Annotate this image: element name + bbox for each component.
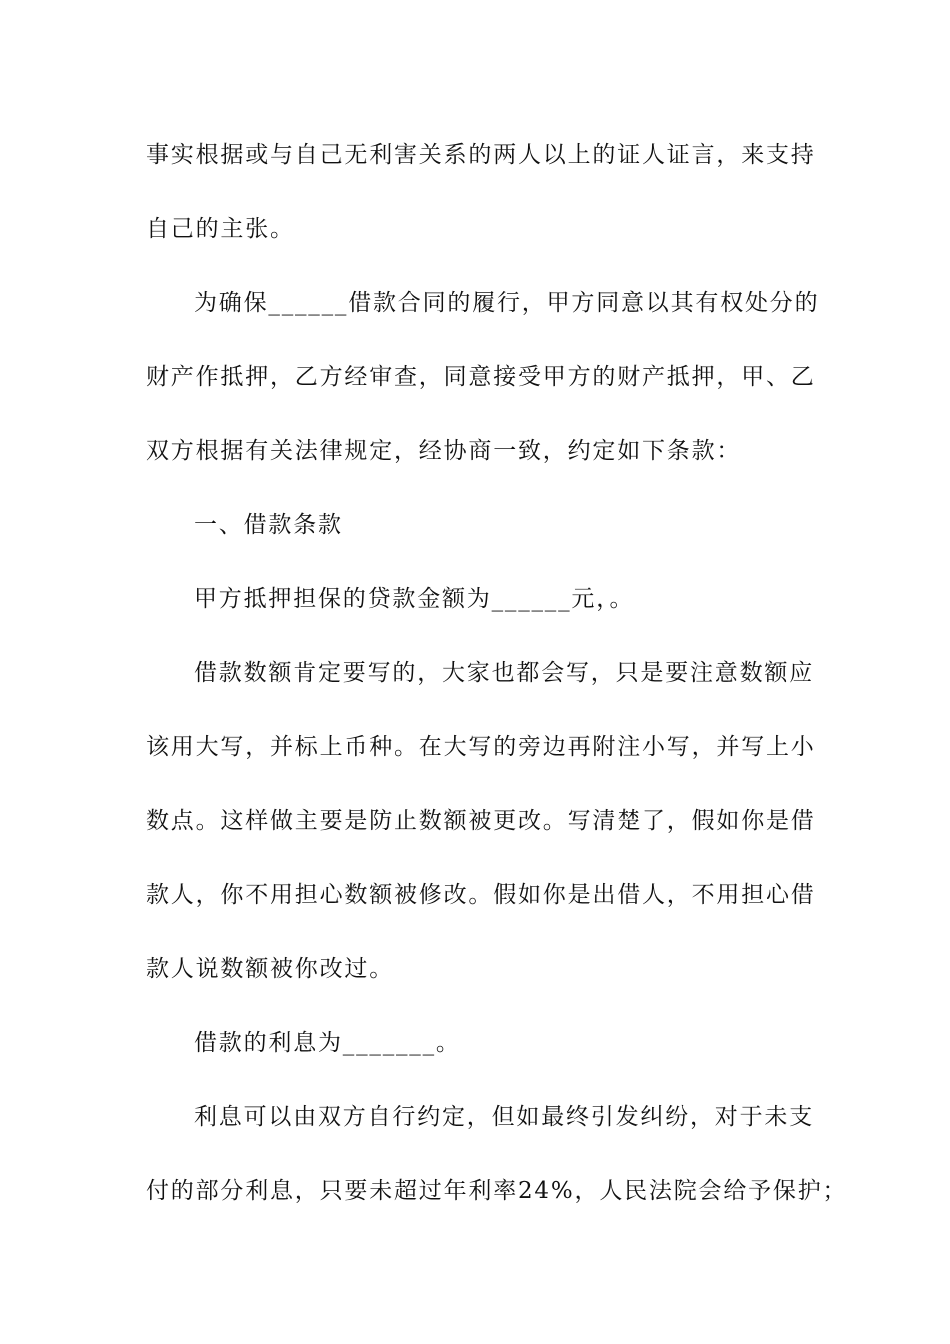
text-line: 款人，你不用担心数额被修改。假如你是出借人，不用担心借: [146, 882, 816, 908]
document-body: [146, 128, 848, 1238]
text-line: 款人说数额被你改过。: [146, 956, 394, 982]
paragraph-start-line: 借款数额肯定要写的，大家也都会写，只是要注意数额应: [194, 660, 814, 686]
text-line: 财产作抵押，乙方经审查，同意接受甲方的财产抵押，甲、乙: [146, 364, 816, 390]
paragraph-start-line: 借款的利息为_______。: [194, 1030, 461, 1056]
text-line: 自己的主张。: [146, 216, 295, 242]
text-line: 付的部分利息，只要未超过年利率24%，人民法院会给予保护；: [146, 1178, 848, 1204]
paragraph-start-line: 利息可以由双方自行约定，但如最终引发纠纷，对于未支: [194, 1104, 814, 1130]
paragraph-start-line: 甲方抵押担保的贷款金额为______元，。: [194, 586, 635, 612]
text-line: 双方根据有关法律规定，经协商一致，约定如下条款：: [146, 438, 742, 464]
text-line: 该用大写，并标上币种。在大写的旁边再附注小写，并写上小: [146, 734, 816, 760]
paragraph-start-line: 为确保______借款合同的履行，甲方同意以其有权处分的: [194, 290, 820, 316]
section-heading: 一、借款条款: [194, 512, 343, 538]
text-line: 事实根据或与自己无利害关系的两人以上的证人证言，来支持: [146, 142, 816, 168]
text-line: 数点。这样做主要是防止数额被更改。写清楚了，假如你是借: [146, 808, 816, 834]
